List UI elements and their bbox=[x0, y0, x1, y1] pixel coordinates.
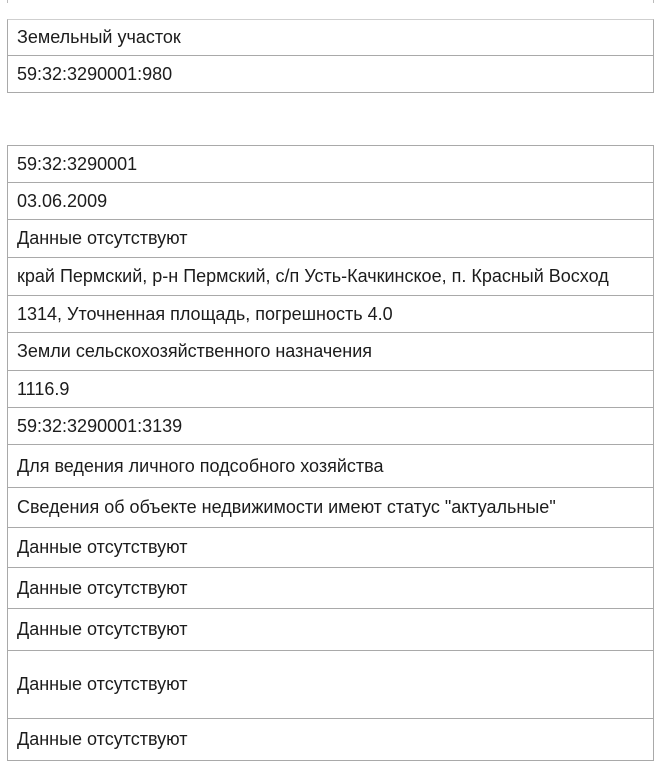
table-row bbox=[7, 488, 654, 528]
cell-value: Данные отсутствуют bbox=[17, 537, 188, 557]
land-category-value: Земли сельскохозяйственного назначения bbox=[17, 341, 373, 361]
table-row bbox=[7, 183, 654, 220]
table-row bbox=[7, 651, 654, 719]
cell-value: Данные отсутствуют bbox=[17, 577, 188, 598]
table-row bbox=[7, 528, 654, 568]
address-value: край Пермский, р-н Пермский, с/п Усть-Качкинское, п. Красный Восход bbox=[17, 266, 609, 286]
cell-value: Данные отсутствуют bbox=[17, 729, 188, 749]
object-type-value: Земельный участок bbox=[17, 27, 181, 47]
cadastral-number-value: 59:32:3290001:980 bbox=[17, 63, 173, 84]
table-row bbox=[7, 296, 654, 333]
object-status-value: Сведения об объекте недвижимости имеют статус "актуальные" bbox=[17, 497, 556, 517]
table-row bbox=[7, 258, 654, 296]
cell-value: Данные отсутствуют bbox=[17, 619, 188, 639]
table-row bbox=[7, 445, 654, 488]
area-value: 1314, Уточненная площадь, погрешность 4.0 bbox=[17, 303, 393, 324]
table-row-cadastral-number bbox=[7, 56, 654, 93]
table-row bbox=[7, 719, 654, 761]
related-object-value: 59:32:3290001:3139 bbox=[17, 415, 183, 436]
table-row bbox=[7, 220, 654, 258]
cell-value: Данные отсутствуют bbox=[17, 228, 188, 248]
cadastral-quarter-value: 59:32:3290001 bbox=[17, 153, 138, 174]
table-row bbox=[7, 145, 654, 183]
table-top-edge bbox=[7, 0, 654, 3]
table-row bbox=[7, 408, 654, 445]
table-row bbox=[7, 371, 654, 408]
registration-date-value: 03.06.2009 bbox=[17, 190, 108, 211]
permitted-use-value: Для ведения личного подсобного хозяйства bbox=[17, 455, 384, 476]
table-row bbox=[7, 568, 654, 609]
object-type-table bbox=[7, 19, 654, 93]
cell-value: Данные отсутствуют bbox=[17, 674, 188, 694]
table-row bbox=[7, 333, 654, 371]
cadastral-value: 1116.9 bbox=[17, 378, 70, 399]
table-row bbox=[7, 609, 654, 651]
table-row-object-type bbox=[7, 19, 654, 56]
object-details-table bbox=[7, 145, 654, 761]
